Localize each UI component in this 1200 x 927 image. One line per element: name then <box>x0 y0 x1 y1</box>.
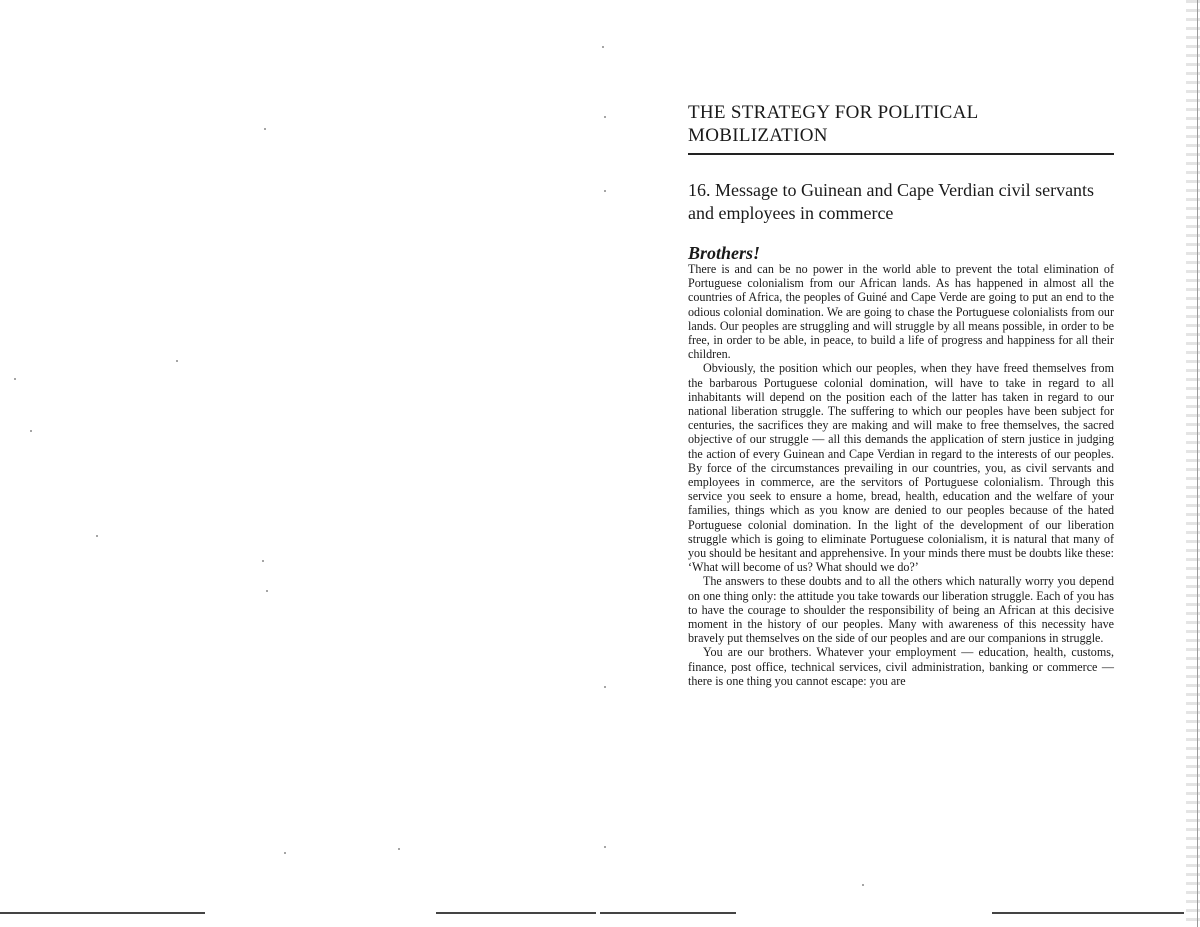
paragraph: There is and can be no power in the world able to prevent the total elimination of Portuguese colonialism from our African lands. As has happened in almost all the countries of Africa, the peoples of Guiné and Cape Verde are going to put an end to the odious colonial domination. We are going to chase the Portuguese colonialists from our lands. Our peoples are struggling and will struggle by all means possible, in order to be free, in order to be able, in peace, to build a life of progress and happiness for all their children. <box>688 262 1114 362</box>
scan-speck <box>264 128 266 130</box>
scan-speck <box>604 116 606 118</box>
scan-bottom-rule <box>436 912 596 914</box>
scan-speck <box>862 884 864 886</box>
page-edge-line <box>1197 0 1198 927</box>
chapter-heading-rule <box>688 153 1114 155</box>
scan-speck <box>96 535 98 537</box>
scan-bottom-rule <box>992 912 1184 914</box>
scan-speck <box>604 190 606 192</box>
scan-speck <box>266 590 268 592</box>
article-title: 16. Message to Guinean and Cape Verdian civil servants and employees in commerce <box>688 180 1095 223</box>
scan-speck <box>262 560 264 562</box>
paragraph: The answers to these doubts and to all the others which naturally worry you depend on one thing only: the attitude you take towards our liberation struggle. Each of you has to have the courage to shoulder the responsibility of being an African at this decisive moment in the history of our peoples. Many with awareness of this necessity have bravely put themselves on the side of our peoples and are our companions in struggle. <box>688 574 1114 646</box>
scan-speck <box>284 852 286 854</box>
scan-speck <box>14 378 16 380</box>
scan-speck <box>176 360 178 362</box>
scan-bottom-rule <box>0 912 205 914</box>
right-page <box>600 0 1200 927</box>
scan-speck <box>398 848 400 850</box>
scan-speck <box>604 846 606 848</box>
scan-speck <box>604 686 606 688</box>
paragraph: Obviously, the position which our peoples, when they have freed themselves from the barbarous Portuguese colonial domination, will have to take in regard to all inhabitants will depend on the position each of the latter has taken in regard to our national liberation struggle. The suffering to which our peoples have been subject for centuries, the sacrifices they are making and will make to free themselves, the sacred objective of our struggle — all this demands the application of stern justice in judging the action of every Guinean and Cape Verdian in regard to the interests of our peoples. By force of the circumstances prevailing in our countries, you, as civil servants and employees in commerce, are the servitors of Portuguese colonialism. Through this service you seek to ensure a home, bread, health, education and the welfare of your families, things which as you know are denied to our peoples because of the hated Portuguese colonial domination. In the light of the development of our liberation struggle which is going to eliminate Portuguese colonialism, it is natural that many of you should be hesitant and apprehensive. In your minds there must be doubts like these: ‘What will become of us? What should we do?’ <box>688 361 1114 575</box>
scan-bottom-rule <box>600 912 736 914</box>
article-body <box>688 262 1114 688</box>
paragraph: You are our brothers. Whatever your employment — education, health, customs, finance, post office, technical services, civil administration, banking or commerce — there is one thing you cannot escape: you are <box>688 645 1114 688</box>
scan-speck <box>30 430 32 432</box>
salutation: Brothers! <box>688 243 761 263</box>
chapter-heading: THE STRATEGY FOR POLITICAL MOBILIZATION <box>688 102 978 146</box>
